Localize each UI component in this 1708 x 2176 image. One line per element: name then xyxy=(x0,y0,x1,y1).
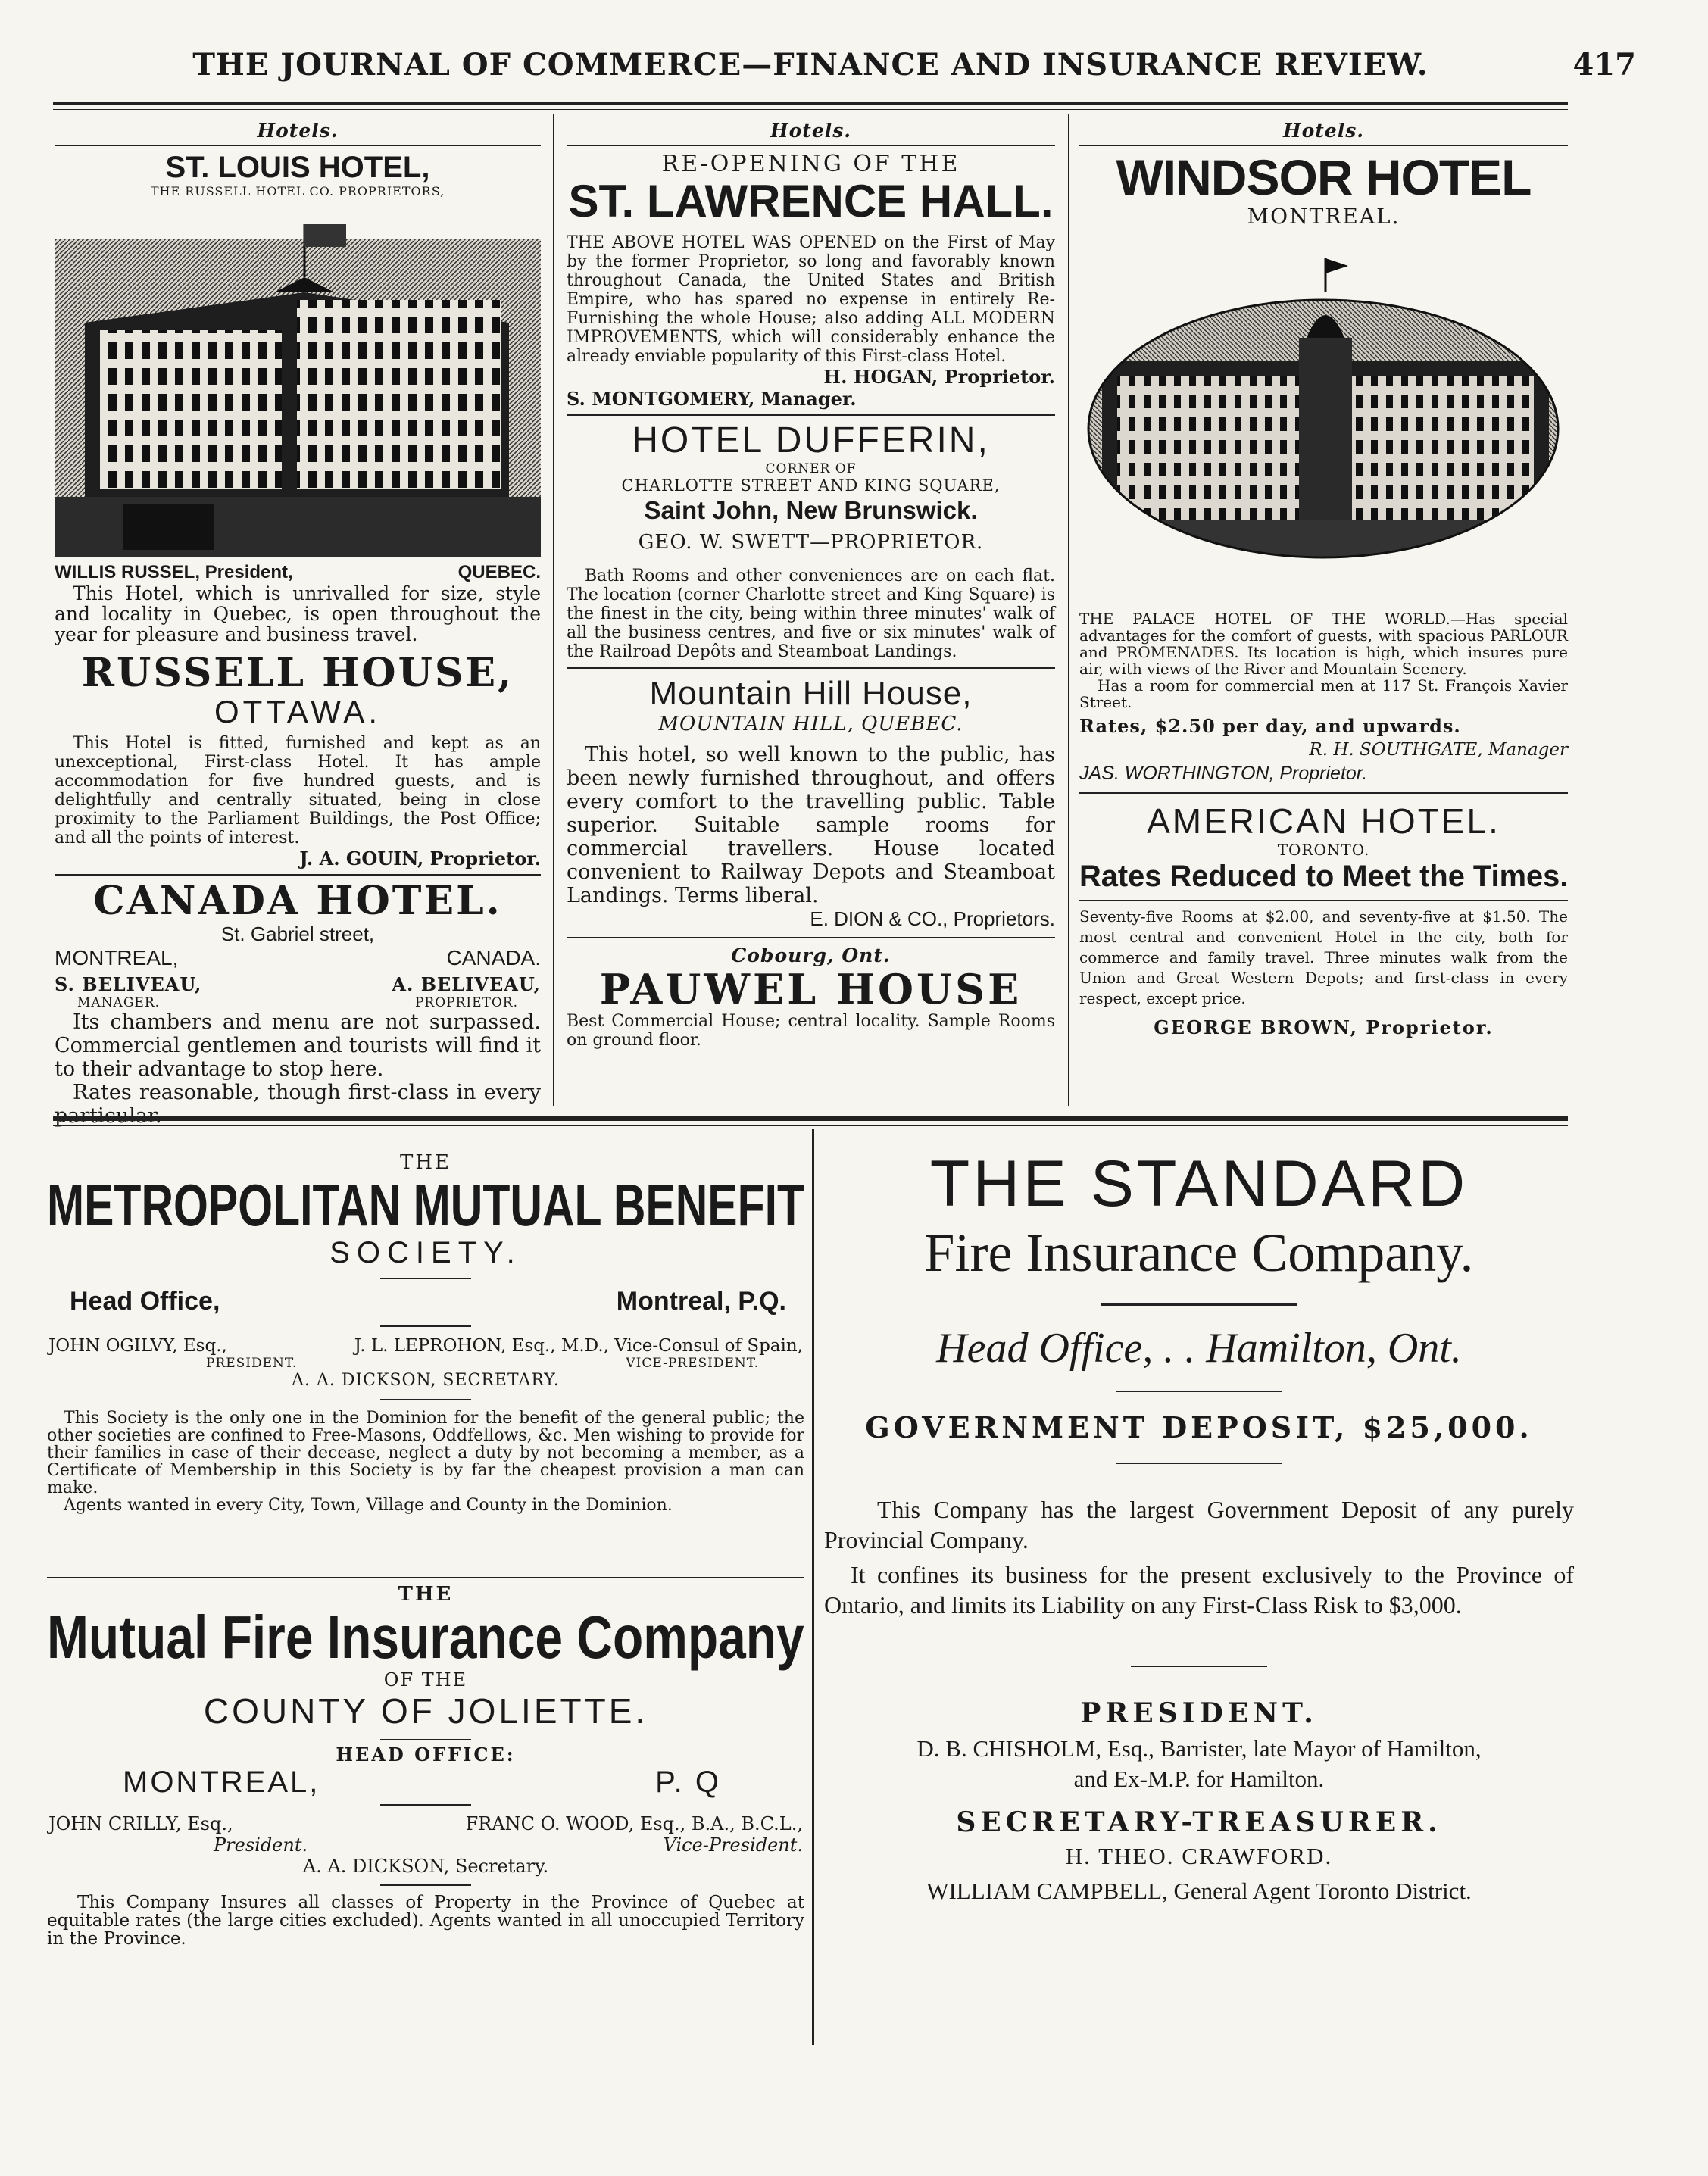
russell-house-ad xyxy=(55,652,541,729)
russell-house-city: OTTAWA. xyxy=(214,694,382,729)
metropolitan-head-office-city: Montreal, P.Q. xyxy=(616,1287,786,1316)
pauwel-name: PAUWEL HOUSE xyxy=(599,965,1023,1013)
windsor-commercial: Has a room for commercial men at 117 St. François Xavier Street. xyxy=(1079,676,1568,711)
st-louis-hotel-engraving xyxy=(55,209,541,557)
st-lawrence-name: ST. LAWRENCE HALL. xyxy=(568,176,1054,226)
metropolitan-vp-name: J. L. LEPROHON, Esq., M.D., Vice-Consul of Spain, xyxy=(354,1336,803,1356)
st-louis-city: QUEBEC. xyxy=(457,562,541,582)
canada-hotel-street: St. Gabriel street, xyxy=(220,923,375,945)
ad-divider xyxy=(567,667,1055,669)
ornament-rule xyxy=(380,1884,471,1886)
mutual-fire-description: This Company Insures all classes of Property in the Province of Quebec at equitable rates (the large cities excluded). Agents wanted in all unoccupied Territory in the Province. xyxy=(47,1893,804,1949)
mountain-hill-description: This hotel, so well known to the public, has been newly furnished throughout, and offers every comfort to the travelling public. Table superior. Suitable sample rooms for commercial travellers. House located convenient to Railway Depots and Steamboat Landings. Terms liberal. xyxy=(567,743,1055,907)
american-hotel-slogan: Rates Reduced to Meet the Times. xyxy=(1079,860,1569,893)
canada-hotel-city: MONTREAL, xyxy=(55,946,179,969)
ornament-rule xyxy=(380,1325,471,1327)
mountain-hill-name: Mountain Hill House, xyxy=(649,675,973,712)
section-separator xyxy=(53,1116,1568,1121)
column-divider xyxy=(553,114,554,1106)
dufferin-name: HOTEL DUFFERIN, xyxy=(632,420,990,460)
windsor-city: MONTREAL. xyxy=(1247,204,1400,229)
canada-hotel-proprietor-title: PROPRIETOR. xyxy=(414,995,518,1010)
canada-hotel-location-row xyxy=(55,946,541,970)
pauwel-description: Best Commercial House; central locality. Sample Rooms on ground floor. xyxy=(567,1012,1055,1050)
st-louis-hotel-name: ST. LOUIS HOTEL, xyxy=(165,151,430,184)
metropolitan-officers-row xyxy=(47,1336,804,1356)
mutual-fire-name: Mutual Fire Insurance Company xyxy=(47,1603,804,1671)
st-louis-description: This Hotel, which is unrivalled for size, style and locality in Quebec, is open throughout the year for pleasure and business travel. xyxy=(55,582,541,645)
pauwel-location: Cobourg, Ont. xyxy=(731,944,891,966)
mutual-fire-city: MONTREAL, xyxy=(123,1765,320,1799)
ad-divider xyxy=(55,874,541,876)
mutual-fire-province: P. Q xyxy=(655,1765,721,1799)
canada-hotel-titles-row xyxy=(55,995,541,1010)
windsor-hotel-name: WINDSOR HOTEL xyxy=(1116,149,1532,205)
russell-house-name: RUSSELL HOUSE, xyxy=(81,650,514,696)
standard-name: THE STANDARD xyxy=(929,1147,1469,1220)
canada-hotel-name: CANADA HOTEL. xyxy=(93,878,502,924)
mutual-fire-vp-title: Vice-President. xyxy=(663,1834,803,1856)
russell-house-proprietor: J. A. GOUIN, Proprietor. xyxy=(299,848,541,869)
section-separator-thin xyxy=(53,1125,1568,1126)
st-lawrence-name-wrap xyxy=(567,177,1055,226)
standard-president-line1: D. B. CHISHOLM, Esq., Barrister, late Mayor of Hamilton, xyxy=(916,1735,1482,1762)
dufferin-description: Bath Rooms and other conveniences are on each flat. The location (corner Charlotte street and King Square) is the finest in the city, being within three minutes' walk of all the business centres, and five or six minutes' walk of the Railroad Depôts and Steamboat Landings. xyxy=(567,567,1055,661)
ornament-rule xyxy=(1131,1666,1267,1667)
mutual-fire-secretary: A. A. DICKSON, Secretary. xyxy=(302,1856,549,1877)
metropolitan-president-name: JOHN OGILVY, Esq., xyxy=(48,1336,227,1356)
metropolitan-agents: Agents wanted in every City, Town, Village and County in the Dominion. xyxy=(64,1496,673,1515)
dufferin-city: Saint John, New Brunswick. xyxy=(644,496,978,524)
mutual-fire-president-name: JOHN CRILLY, Esq., xyxy=(48,1813,233,1834)
metropolitan-description: This Society is the only one in the Dominion for the benefit of the general public; the other societies are confined to Free-Masons, Oddfellows, &c. Men wishing to provide for their families in case of their decease, neglect a duty by not becoming a member, as a Certificate of Membership in this Society is by far the cheapest provision a man can make. xyxy=(47,1409,804,1497)
mutual-fire-county: COUNTY OF JOLIETTE. xyxy=(203,1691,648,1731)
mutual-fire-ad xyxy=(47,1583,804,2037)
standard-para1: This Company has the largest Government Deposit of any purely Provincial Company. xyxy=(824,1496,1574,1553)
dufferin-corner: CORNER OF xyxy=(765,461,857,476)
metropolitan-the: THE xyxy=(400,1151,451,1174)
hotels-column-middle xyxy=(567,120,1055,1112)
header-rule-thin xyxy=(53,109,1568,110)
american-slogan-wrap xyxy=(1079,859,1568,894)
st-lawrence-reopening: RE-OPENING OF THE xyxy=(661,151,960,177)
standard-president-label: PRESIDENT. xyxy=(1080,1697,1318,1729)
metropolitan-head-office-row xyxy=(47,1287,804,1316)
standard-secretary-label: SECRETARY-TREASURER. xyxy=(956,1806,1442,1838)
metropolitan-society: SOCIETY. xyxy=(329,1236,522,1269)
canada-hotel-proprietor: A. BELIVEAU, xyxy=(392,973,541,995)
section-rule xyxy=(567,145,1055,146)
metropolitan-name-wrap xyxy=(47,1174,804,1236)
ornament-rule xyxy=(1116,1463,1282,1464)
section-rule xyxy=(55,145,541,146)
mutual-fire-of-the: OF THE xyxy=(383,1669,468,1691)
st-louis-building-illustration xyxy=(55,209,541,557)
metropolitan-titles-row xyxy=(47,1356,804,1371)
windsor-rates: Rates, $2.50 per day, and upwards. xyxy=(1079,715,1461,737)
standard-fire-ad xyxy=(824,1147,1574,2049)
column-divider xyxy=(1068,114,1069,1106)
standard-subtitle: Fire Insurance Company. xyxy=(924,1222,1474,1283)
mutual-fire-head-office-label: HEAD OFFICE: xyxy=(336,1744,516,1765)
section-rule xyxy=(1079,145,1568,146)
mutual-fire-titles-row xyxy=(47,1834,804,1856)
mountain-hill-proprietors: E. DION & CO., Proprietors. xyxy=(810,907,1055,930)
canada-hotel-rates: Rates reasonable, though first-class in every xyxy=(73,1081,541,1104)
american-hotel-city: TORONTO. xyxy=(1277,841,1370,859)
metropolitan-name: METROPOLITAN MUTUAL BENEFIT xyxy=(47,1172,805,1238)
mutual-fire-president-title: President. xyxy=(214,1834,308,1856)
american-hotel-proprietor: GEORGE BROWN, Proprietor. xyxy=(1154,1016,1494,1038)
canada-hotel-manager-title: MANAGER. xyxy=(77,995,161,1010)
metropolitan-head-office-label: Head Office, xyxy=(70,1287,220,1316)
windsor-description: THE PALACE HOTEL OF THE WORLD.—Has special advantages for the comfort of guests, with spacious PARLOUR and PROMENADES. Its location is high, which insures pure air, with views of the River and Mountain Scenery. xyxy=(1079,610,1568,678)
mutual-fire-name-wrap xyxy=(47,1603,804,1671)
standard-deposit: GOVERNMENT DEPOSIT, $25,000. xyxy=(865,1410,1533,1444)
ornament-rule xyxy=(380,1739,471,1740)
windsor-proprietor: JAS. WORTHINGTON, Proprietor. xyxy=(1079,763,1368,784)
journal-title: THE JOURNAL OF COMMERCE—FINANCE AND INSURANCE REVIEW. xyxy=(192,47,1429,83)
ornament-rule xyxy=(380,1399,471,1400)
ad-divider xyxy=(1079,792,1568,794)
metropolitan-president-title: PRESIDENT. xyxy=(206,1356,298,1371)
ad-divider xyxy=(567,414,1055,416)
ornament-rule xyxy=(1101,1303,1297,1306)
mountain-hill-location: MOUNTAIN HILL, QUEBEC. xyxy=(658,713,963,735)
hotels-column-right xyxy=(1079,120,1568,1112)
windsor-manager: R. H. SOUTHGATE, Manager xyxy=(1309,740,1568,760)
page-number: 417 xyxy=(1572,47,1636,83)
ornament-rule xyxy=(380,1278,471,1279)
section-label: Hotels. xyxy=(770,120,852,142)
st-louis-signature-row xyxy=(55,562,541,583)
mutual-fire-head-office-row xyxy=(47,1765,804,1800)
ornament-rule xyxy=(1116,1391,1282,1392)
ornament-rule xyxy=(380,1804,471,1806)
st-lawrence-proprietor: H. HOGAN, Proprietor. xyxy=(823,366,1055,388)
section-label: Hotels. xyxy=(1282,120,1365,142)
mutual-fire-the: THE xyxy=(398,1583,454,1606)
header-rule xyxy=(53,102,1568,105)
mutual-fire-vp-name: FRANC O. WOOD, Esq., B.A., B.C.L., xyxy=(465,1813,803,1834)
st-louis-proprietors: THE RUSSELL HOTEL CO. PROPRIETORS, xyxy=(150,184,445,198)
column-divider xyxy=(812,1129,814,2045)
canada-hotel-country: CANADA. xyxy=(446,946,541,969)
standard-president-line2: and Ex-M.P. for Hamilton. xyxy=(1073,1765,1325,1792)
metropolitan-secretary: A. A. DICKSON, SECRETARY. xyxy=(292,1371,560,1390)
standard-secretary-name: H. THEO. CRAWFORD. xyxy=(1065,1843,1333,1869)
metropolitan-ad xyxy=(47,1151,804,1575)
windsor-building-illustration xyxy=(1079,232,1568,610)
windsor-hotel-engraving xyxy=(1079,232,1568,610)
st-louis-president: WILLIS RUSSEL, President, xyxy=(55,562,293,582)
mutual-fire-officers-row xyxy=(47,1813,804,1834)
ad-divider xyxy=(1079,900,1568,901)
dufferin-proprietor: GEO. W. SWETT—PROPRIETOR. xyxy=(638,531,984,554)
canada-hotel-manager: S. BELIVEAU, xyxy=(55,973,202,995)
hotels-column-left xyxy=(55,120,541,1112)
american-hotel-description: Seventy-five Rooms at $2.00, and seventy-five at $1.50. The most central and convenient Hotel in the city, both for commerce and family travel. Three minutes walk from the Union and Great Western Depots; and first-class in every respect, except price. xyxy=(1079,907,1568,1007)
american-hotel-name: AMERICAN HOTEL. xyxy=(1147,801,1500,841)
canada-hotel-staff-row xyxy=(55,973,541,995)
standard-agent: WILLIAM CAMPBELL, General Agent Toronto District. xyxy=(926,1878,1472,1904)
metropolitan-vp-title: VICE-PRESIDENT. xyxy=(626,1356,759,1371)
ad-divider xyxy=(47,1577,804,1578)
russell-house-description: This Hotel is fitted, furnished and kept as an unexceptional, First-class Hotel. It has ample accommodation for five hundred guests, and is delightfully and centrally situated, being in close proximity to the Parliament Buildings, the Post Office; and all the points of interest. xyxy=(55,734,541,848)
standard-head-office: Head Office, . . Hamilton, Ont. xyxy=(936,1325,1462,1372)
dufferin-address: CHARLOTTE STREET AND KING SQUARE, xyxy=(621,476,1001,495)
standard-para2: It confines its business for the present exclusively to the Province of Ontario, and limits its Liability on any First-Class Risk to $3,000. xyxy=(824,1561,1574,1619)
ad-divider xyxy=(567,937,1055,938)
canada-hotel-description: Its chambers and menu are not surpassed. Commercial gentlemen and tourists will find it to their advantage to stop here. xyxy=(55,1010,541,1081)
st-lawrence-description: THE ABOVE HOTEL WAS OPENED on the First of May by the former Proprietor, so long and favorably known throughout Canada, the United States and British Empire, who has spared no expense in entirely Re-Furnishing the whole House; also adding ALL MODERN IMPROVEMENTS, which will considerably enhance the already enviable popularity of this First-class Hotel. xyxy=(567,233,1055,366)
section-label: Hotels. xyxy=(257,120,339,142)
st-lawrence-manager: S. MONTGOMERY, Manager. xyxy=(567,388,857,410)
